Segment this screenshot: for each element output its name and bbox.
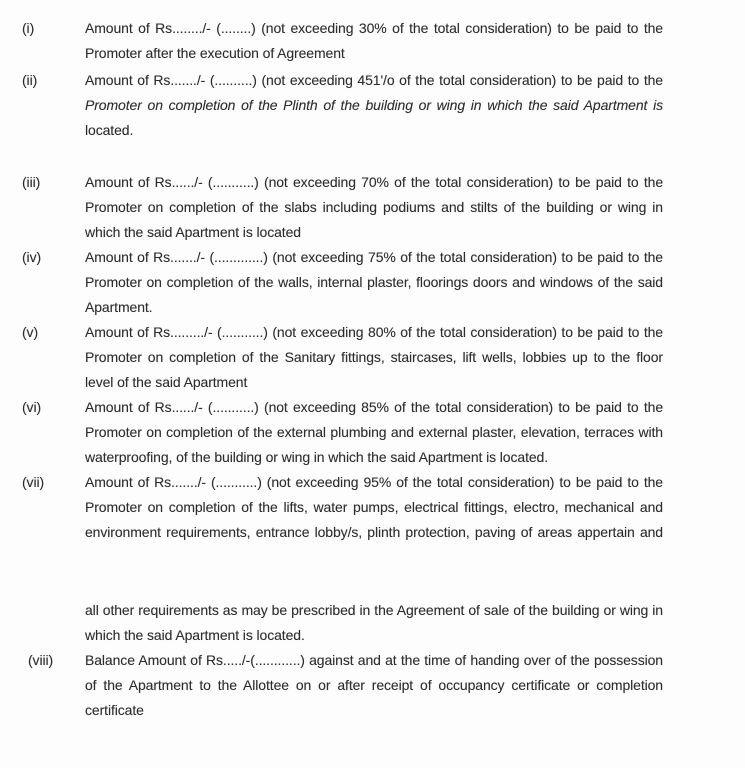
text-line: certificate [85, 702, 144, 718]
list-item [0, 395, 745, 470]
text-line: Amount of Rs......./- (.............) (not exceeding 75% of the total consideration) to be paid to the [85, 249, 663, 265]
list-item [0, 598, 745, 648]
list-item [0, 320, 745, 395]
text-line: Amount of Rs......./- (..........) (not exceeding 451'/o of the total consideration) to be paid to the [85, 72, 663, 88]
text-line: Promoter on completion of the external plumbing and external plaster, elevation, terraces with [85, 424, 663, 440]
list-item [0, 68, 745, 143]
text-line: Promoter on completion of the walls, internal plaster, floorings doors and windows of the said [85, 274, 663, 290]
list-item-text [85, 598, 663, 648]
text-line: environment requirements, entrance lobby/s, plinth protection, paving of areas appertain and [85, 524, 663, 540]
text-line: Amount of Rs....../- (...........) (not exceeding 85% of the total consideration) to be paid to the [85, 399, 663, 415]
text-line: Amount of Rs....../- (...........) (not exceeding 70% of the total consideration) to be paid to the [85, 174, 663, 190]
list-item-marker: (vii) [22, 474, 45, 490]
list-item-text [85, 395, 663, 470]
list-item [0, 245, 745, 320]
text-line: Promoter on completion of the slabs including podiums and stilts of the building or wing in [85, 199, 663, 215]
text-line: Amount of Rs........./- (...........) (not exceeding 80% of the total consideration) to be paid to the [85, 324, 663, 340]
text-line: which the said Apartment is located [85, 224, 301, 240]
list-item [0, 648, 745, 723]
list-item-text [85, 320, 663, 395]
list-item [0, 470, 745, 545]
text-line: Promoter on completion of the Sanitary fittings, staircases, lift wells, lobbies up to the floor [85, 349, 663, 365]
list-item-text [85, 245, 663, 320]
text-line: Promoter on completion of the lifts, water pumps, electrical fittings, electro, mechanical and [85, 499, 663, 515]
text-line: all other requirements as may be prescribed in the Agreement of sale of the building or wing in [85, 602, 663, 618]
list-item-marker: (ii) [22, 72, 38, 88]
text-line: which the said Apartment is located. [85, 627, 305, 643]
list-item-text [85, 470, 663, 545]
text-line: Amount of Rs......../- (........) (not exceeding 30% of the total consideration) to be paid to the [85, 20, 663, 36]
text-line: Balance Amount of Rs...../-(............) against and at the time of handing over of the possession [85, 652, 663, 668]
text-line: Promoter after the execution of Agreement [85, 45, 345, 61]
text-line: Apartment. [85, 299, 153, 315]
list-item-marker: (v) [22, 324, 39, 340]
payment-schedule-list [0, 16, 745, 723]
text-line: level of the said Apartment [85, 374, 248, 390]
text-line: Promoter on completion of the Plinth of the building or wing in which the said Apartment is [85, 97, 663, 113]
list-item-marker: (iii) [22, 174, 41, 190]
text-line: located. [85, 122, 134, 138]
list-item-marker: (vi) [22, 399, 42, 415]
list-item-text [85, 170, 663, 245]
list-item-marker: (i) [22, 20, 35, 36]
list-item [0, 170, 745, 245]
text-line: waterproofing, of the building or wing in which the said Apartment is located. [85, 449, 549, 465]
list-item-text [85, 16, 663, 66]
text-line: of the Apartment to the Allottee on or after receipt of occupancy certificate or completion [85, 677, 663, 693]
list-item-marker: (iv) [22, 249, 42, 265]
list-item-marker: (viii) [28, 652, 54, 668]
text-line: Amount of Rs......./- (...........) (not exceeding 95% of the total consideration) to be paid to the [85, 474, 663, 490]
list-item [0, 16, 745, 66]
list-item-text [85, 648, 663, 723]
list-item-text [85, 68, 663, 143]
